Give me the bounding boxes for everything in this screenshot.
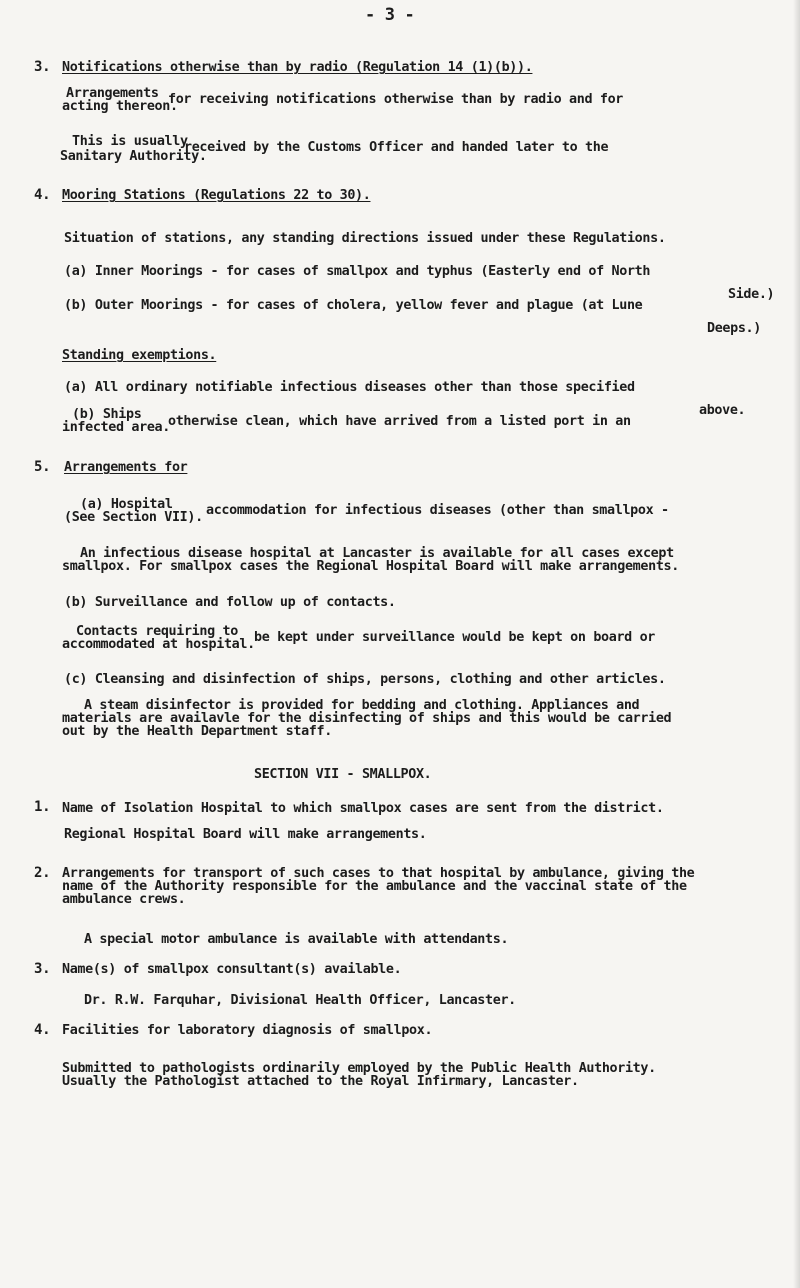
section-vii-item-1-question: Name of Isolation Hospital to which smallpox cases are sent from the district. [62, 801, 664, 816]
inner-moorings-line: (a) Inner Moorings - for cases of smallpox and typhus (Easterly end of North [64, 264, 651, 279]
item-5c-para-line-1: A steam disinfector is provided for bedding and clothing. Appliances and [84, 698, 640, 713]
section-vii-item-1-number: 1. [34, 799, 51, 815]
page-number: - 3 - [365, 5, 415, 25]
standing-exemption-b-above: above. [699, 403, 746, 418]
item-3-para-1-subscript: acting thereon. [62, 99, 178, 114]
item-5a-line: accommodation for infectious diseases (other than smallpox - [206, 503, 669, 518]
item-3-heading: Notifications otherwise than by radio (Regulation 14 (1)(b)). [62, 60, 533, 75]
item-5b-para-subscript: accommodated at hospital. [62, 637, 255, 652]
item-5-heading: Arrangements for [64, 460, 188, 475]
item-5a-subscript: (See Section VII). [64, 510, 203, 525]
item-4-heading: Mooring Stations (Regulations 22 to 30). [62, 188, 371, 203]
standing-exemption-b-subscript: infected area. [62, 420, 170, 435]
standing-exemption-b-superscript: (b) Ships [72, 407, 142, 422]
outer-moorings-superscript: Side.) [728, 287, 775, 302]
section-vii-item-4-answer-line-2: Usually the Pathologist attached to the Royal Infirmary, Lancaster. [62, 1074, 579, 1089]
item-5a-superscript: (a) Hospital [80, 497, 173, 512]
section-vii-item-3-number: 3. [34, 961, 51, 977]
item-5a-para: smallpox. For smallpox cases the Regional Hospital Board will make arrangements. [62, 559, 679, 574]
item-5c-line: (c) Cleansing and disinfection of ships, persons, clothing and other articles. [64, 672, 666, 687]
item-5-number: 5. [34, 459, 51, 475]
standing-exemption-a: (a) All ordinary notifiable infectious diseases other than those specified [64, 380, 635, 395]
item-3-number: 3. [34, 59, 51, 75]
section-vii-item-4-answer-line-1: Submitted to pathologists ordinarily employed by the Public Health Authority. [62, 1061, 656, 1076]
item-5b-para: be kept under surveillance would be kept on board or [254, 630, 656, 645]
item-3-para-2: received by the Customs Officer and handed later to the [184, 140, 609, 155]
section-vii-item-4-number: 4. [34, 1022, 51, 1038]
item-3-para-1: for receiving notifications otherwise than by radio and for [168, 92, 623, 107]
standing-exemption-b: otherwise clean, which have arrived from a listed port in an [168, 414, 631, 429]
item-4-para-1: Situation of stations, any standing directions issued under these Regulations. [64, 231, 666, 246]
item-5b-para-superscript: Contacts requiring to [76, 624, 238, 639]
section-vii-item-2-number: 2. [34, 865, 51, 881]
section-vii-item-2-line-1: Arrangements for transport of such cases to that hospital by ambulance, giving the [62, 866, 695, 881]
item-5a-para-superscript: An infectious disease hospital at Lancaster is available for all cases except [80, 546, 674, 561]
scan-edge-shadow [793, 0, 800, 1288]
item-4-number: 4. [34, 187, 51, 203]
item-5c-para-line-3: out by the Health Department staff. [62, 724, 332, 739]
item-5b-line: (b) Surveillance and follow up of contacts. [64, 595, 396, 610]
section-vii-heading: SECTION VII - SMALLPOX. [254, 767, 432, 782]
section-vii-item-2-line-2: name of the Authority responsible for the ambulance and the vaccinal state of the [62, 879, 687, 894]
item-3-para-2-superscript: This is usually [72, 134, 188, 149]
item-5c-para-line-2: materials are availavle for the disinfecting of ships and this would be carried [62, 711, 672, 726]
outer-moorings-end: Deeps.) [707, 321, 761, 336]
section-vii-item-2-answer: A special motor ambulance is available with attendants. [84, 932, 509, 947]
section-vii-item-3-question: Name(s) of smallpox consultant(s) available. [62, 962, 402, 977]
section-vii-item-2-line-3: ambulance crews. [62, 892, 186, 907]
section-vii-item-3-answer: Dr. R.W. Farquhar, Divisional Health Officer, Lancaster. [84, 993, 516, 1008]
section-vii-item-1-answer: Regional Hospital Board will make arrangements. [64, 827, 427, 842]
item-3-para-1-superscript: Arrangements [66, 86, 159, 101]
standing-exemptions-heading: Standing exemptions. [62, 348, 217, 363]
section-vii-item-4-question: Facilities for laboratory diagnosis of smallpox. [62, 1023, 433, 1038]
item-3-para-2-subscript: Sanitary Authority. [60, 149, 207, 164]
outer-moorings-line: (b) Outer Moorings - for cases of cholera, yellow fever and plague (at Lune [64, 298, 643, 313]
